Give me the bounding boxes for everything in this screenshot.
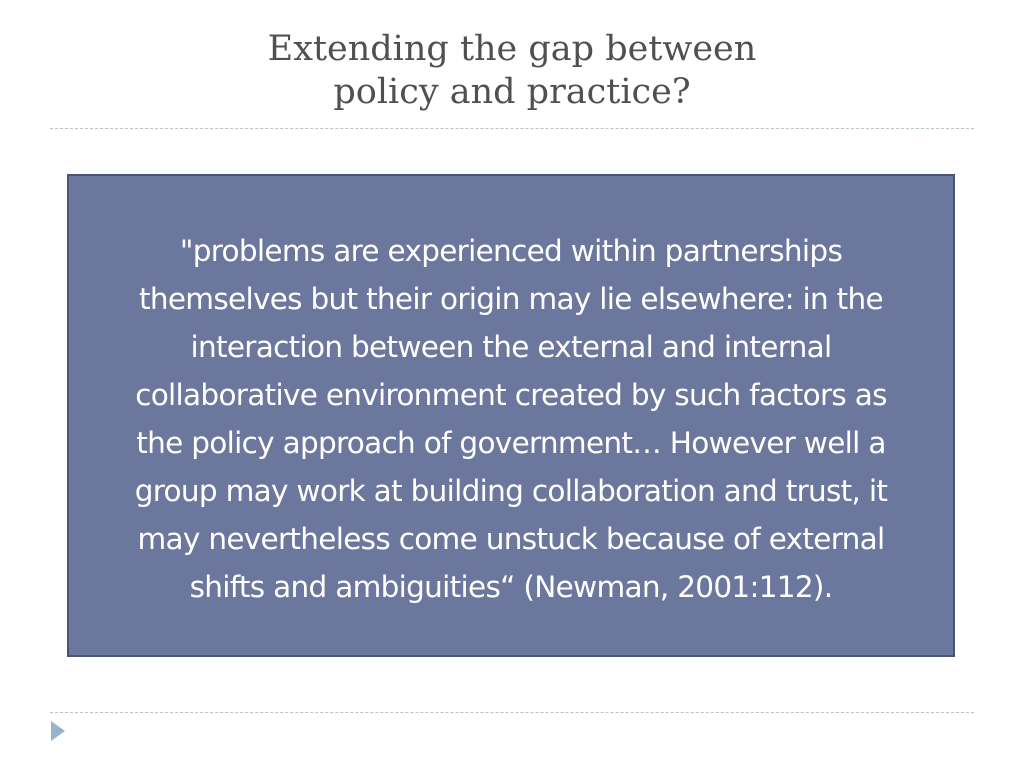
quote-line: "problems are experienced within partnerships [179,234,843,268]
quote-line: themselves but their origin may lie elsewhere: in the [138,282,883,316]
slide-title-line-2: policy and practice? [333,72,691,112]
quote-line: collaborative environment created by such factors as [135,378,887,412]
quote-line: shifts and ambiguities“ (Newman, 2001:112). [189,570,833,604]
triangle-right-icon[interactable] [51,721,65,741]
quote-box [67,174,955,657]
quote-line: group may work at building collaboration and trust, it [134,474,888,508]
quote-line: may nevertheless come unstuck because of external [137,522,885,556]
quote-line: interaction between the external and internal [190,330,832,364]
quote-line: the policy approach of government… However well a [136,426,886,460]
title-divider [50,128,974,129]
slide-title [150,28,874,114]
slide-title-line-1: Extending the gap between [267,29,757,69]
quote-text [71,227,951,611]
footer-divider [50,712,974,713]
